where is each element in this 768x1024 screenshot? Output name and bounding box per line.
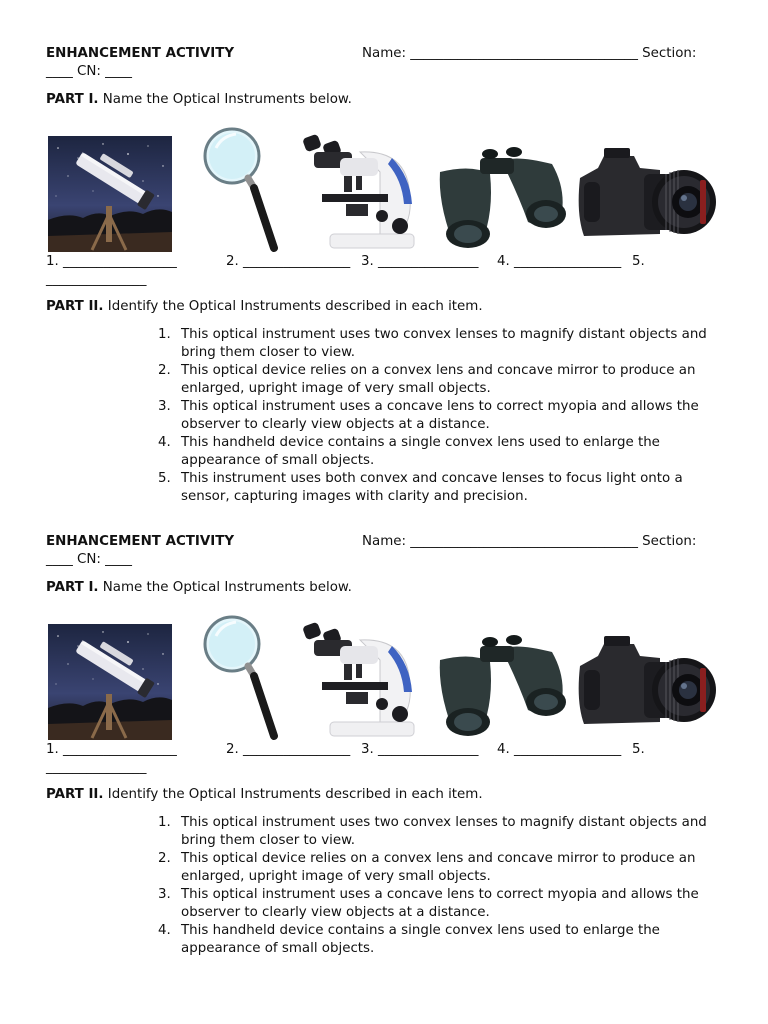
description-item [158,922,728,958]
description-item [158,850,728,886]
item-text: This optical instrument uses two convex lenses to magnify distant objects and bring them closer to view. [181,815,707,848]
section-cn-field: ____ CN: ____ [46,552,132,567]
answer-blank-3[interactable]: 3. _______________ [361,254,479,269]
answer-blank-5[interactable]: _______________ [46,760,147,775]
item-text: This optical instrument uses two convex lenses to magnify distant objects and bring them closer to view. [181,327,707,360]
part-one-label: PART I. [46,580,99,595]
description-item [158,362,728,398]
item-text: This optical instrument uses a concave lens to correct myopia and allows the observer to clearly view objects at a distance. [181,887,699,920]
part-two-text: Identify the Optical Instruments described in each item. [103,299,483,314]
part-two-instruction [46,787,483,802]
answer-blank-4[interactable]: 4. ________________ [497,254,622,269]
item-text: This optical device relies on a convex lens and concave mirror to produce an enlarged, upright image of very small objects. [181,851,696,884]
description-list [158,326,728,506]
item-number: 1. [158,815,171,830]
microscope-image [300,620,418,742]
answer-blank-1[interactable]: 1. _________________ [46,742,177,757]
answer-blank-4[interactable]: 4. ________________ [497,742,622,757]
description-item [158,886,728,922]
answer-blank-3[interactable]: 3. _______________ [361,742,479,757]
part-one-text: Name the Optical Instruments below. [98,92,352,107]
answer-blank-5[interactable]: _______________ [46,272,147,287]
magnifying-glass-image [202,614,284,742]
activity-title: ENHANCEMENT ACTIVITY [46,46,235,61]
item-number: 5. [158,471,171,486]
telescope-image [48,624,172,740]
telescope-image [48,136,172,252]
camera-image [574,144,720,244]
item-number: 1. [158,327,171,342]
answer-blank-2[interactable]: 2. ________________ [226,254,351,269]
item-number: 2. [158,363,171,378]
part-one-instruction [46,92,352,107]
answer-blank-5-label: 5. [632,742,645,757]
description-item [158,470,728,506]
item-number: 3. [158,399,171,414]
magnifying-glass-image [202,126,284,254]
name-section-field: Name: __________________________________ Section: [362,534,697,549]
item-number: 4. [158,923,171,938]
answer-blank-5-label: 5. [632,254,645,269]
item-text: This handheld device contains a single convex lens used to enlarge the appearance of small objects. [181,435,660,468]
description-item [158,814,728,850]
item-number: 2. [158,851,171,866]
part-two-instruction [46,299,483,314]
activity-title: ENHANCEMENT ACTIVITY [46,534,235,549]
item-text: This instrument uses both convex and concave lenses to focus light onto a sensor, capturing images with clarity and precision. [181,471,683,504]
instrument-images [46,126,726,256]
binoculars-image [432,630,570,738]
description-item [158,398,728,434]
item-text: This optical instrument uses a concave lens to correct myopia and allows the observer to clearly view objects at a distance. [181,399,699,432]
description-list [158,814,728,958]
part-two-label: PART II. [46,787,104,802]
part-two-label: PART II. [46,299,104,314]
camera-image [574,632,720,732]
part-two-text: Identify the Optical Instruments described in each item. [103,787,483,802]
instrument-images [46,614,726,744]
name-section-field: Name: __________________________________ Section: [362,46,697,61]
section-cn-field: ____ CN: ____ [46,64,132,79]
microscope-image [300,132,418,254]
item-number: 3. [158,887,171,902]
answer-blank-1[interactable]: 1. _________________ [46,254,177,269]
part-one-label: PART I. [46,92,99,107]
part-one-text: Name the Optical Instruments below. [98,580,352,595]
item-text: This optical device relies on a convex lens and concave mirror to produce an enlarged, upright image of very small objects. [181,363,696,396]
answer-blank-2[interactable]: 2. ________________ [226,742,351,757]
description-item [158,326,728,362]
description-item [158,434,728,470]
item-text: This handheld device contains a single convex lens used to enlarge the appearance of small objects. [181,923,660,956]
binoculars-image [432,142,570,250]
part-one-instruction [46,580,352,595]
item-number: 4. [158,435,171,450]
